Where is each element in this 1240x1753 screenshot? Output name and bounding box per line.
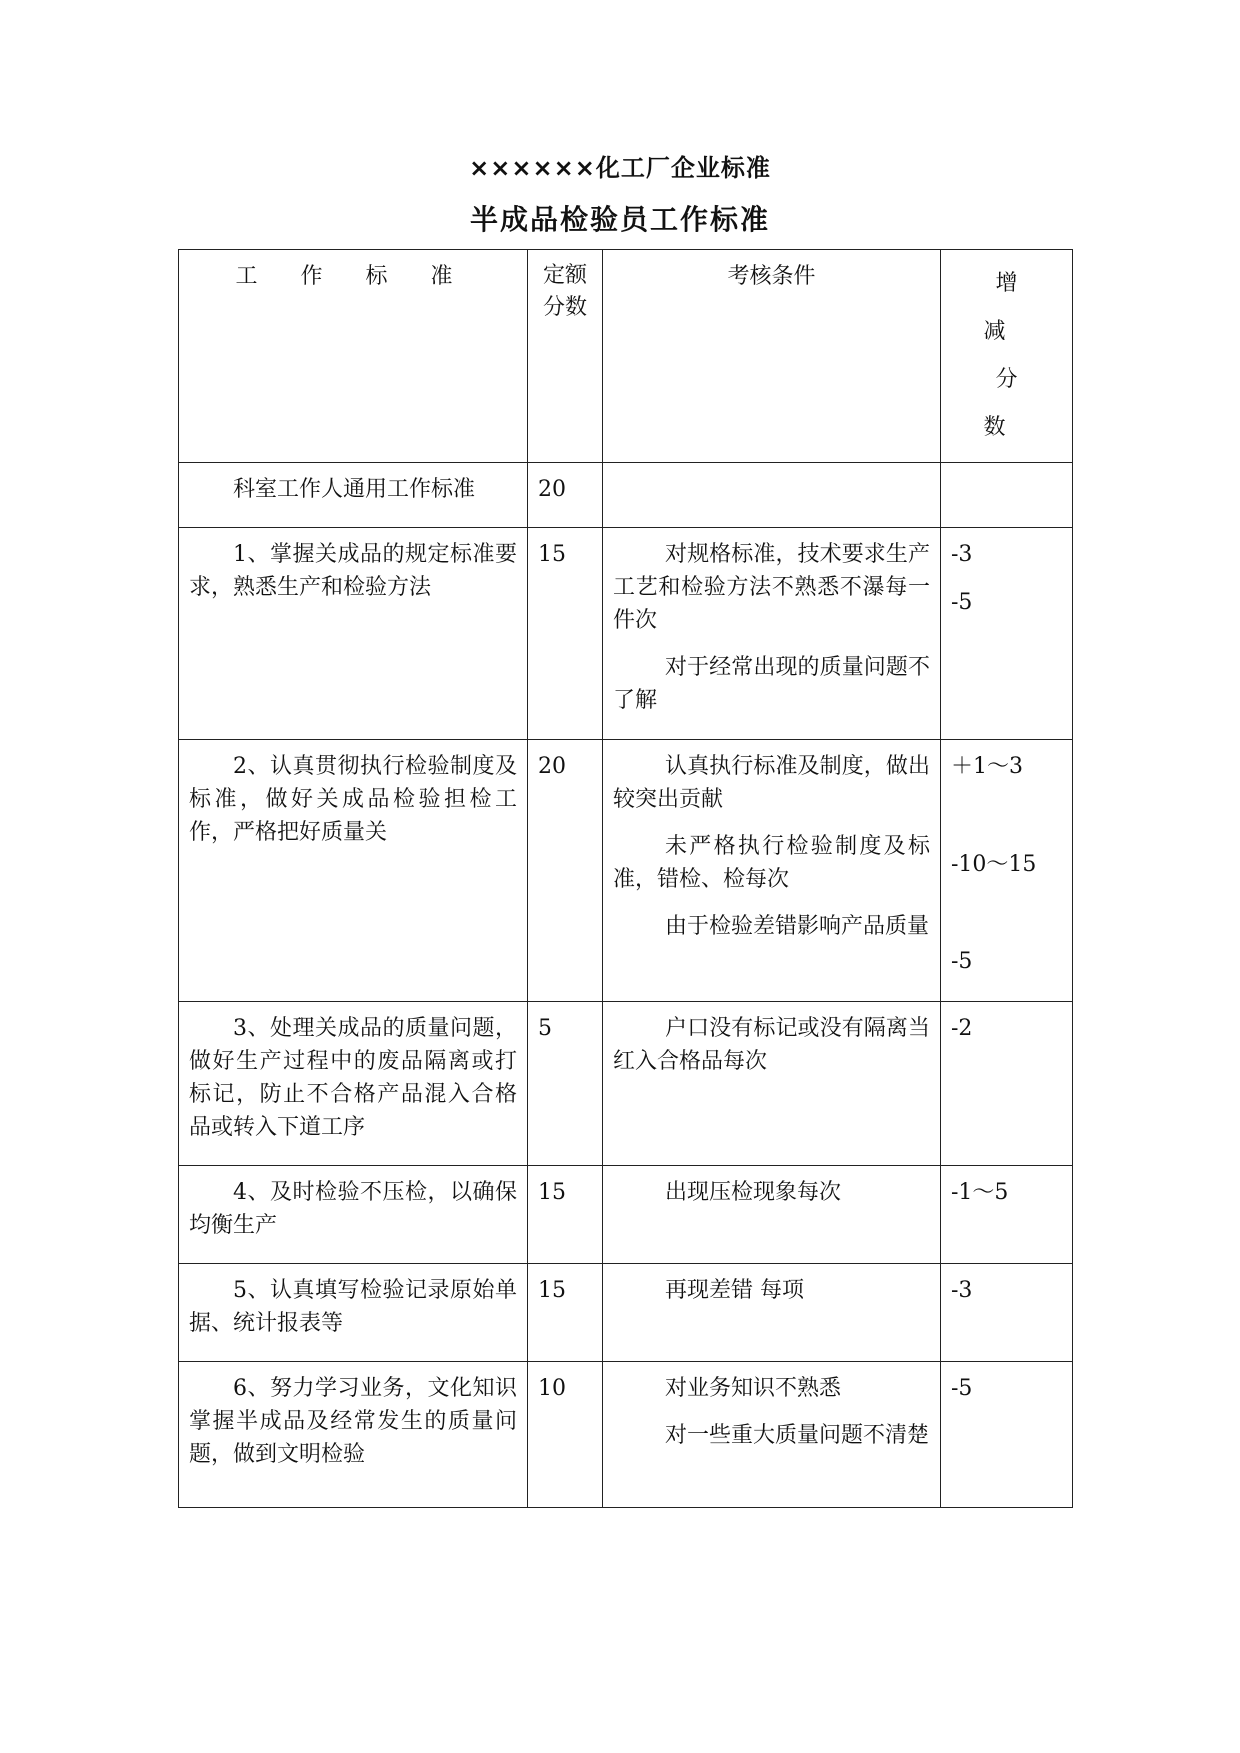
condition-item: 对业务知识不熟悉 bbox=[665, 1376, 842, 1401]
quota-cell: 15 bbox=[528, 1166, 603, 1264]
company-standard-heading: ××××××化工厂企业标准 bbox=[469, 154, 771, 182]
table-row bbox=[179, 1166, 1073, 1264]
quota-cell: 20 bbox=[528, 463, 603, 528]
table-row bbox=[179, 1002, 1073, 1166]
condition-item: 认真执行标准及制度，做出较突出贡献 bbox=[613, 754, 930, 812]
adjust-cell bbox=[941, 528, 1073, 740]
table-row bbox=[179, 740, 1073, 1002]
adjust-value: -5 bbox=[951, 590, 973, 615]
adjust-cell: -2 bbox=[941, 1002, 1073, 1166]
header-assessment-condition: 考核条件 bbox=[603, 250, 941, 463]
condition-cell bbox=[603, 528, 941, 740]
quota-cell: 5 bbox=[528, 1002, 603, 1166]
document-title: 半成品检验员工作标准 bbox=[469, 203, 770, 236]
condition-item: 由于检验差错影响产品质量 bbox=[665, 914, 930, 939]
adjust-cell: -5 bbox=[941, 1362, 1073, 1508]
standard-cell: 3、处理关成品的质量问题，做好生产过程中的废品隔离或打标记，防止不合格产品混入合格品或转入下道工序 bbox=[179, 1002, 528, 1166]
standard-cell: 1、掌握关成品的规定标准要求，熟悉生产和检验方法 bbox=[179, 528, 528, 740]
condition-item: 出现压检现象每次 bbox=[665, 1180, 842, 1205]
adjust-cell: -1～5 bbox=[941, 1166, 1073, 1264]
quota-cell: 15 bbox=[528, 1264, 603, 1362]
condition-cell bbox=[603, 1166, 941, 1264]
condition-item: 对一些重大质量问题不清楚 bbox=[665, 1423, 930, 1448]
condition-item: 户口没有标记或没有隔离当红入合格品每次 bbox=[613, 1016, 930, 1074]
condition-cell bbox=[603, 740, 941, 1002]
adjust-value: -5 bbox=[951, 949, 973, 974]
quota-cell: 15 bbox=[528, 528, 603, 740]
table-row bbox=[179, 1264, 1073, 1362]
table-row bbox=[179, 528, 1073, 740]
standard-cell: 6、努力学习业务，文化知识掌握半成品及经常发生的质量问题，做到文明检验 bbox=[179, 1362, 528, 1508]
table-header-row bbox=[179, 250, 1073, 463]
condition-item: 未严格执行检验制度及标准，错检、检每次 bbox=[613, 834, 930, 892]
adjust-cell: -3 bbox=[941, 1264, 1073, 1362]
work-standard-table bbox=[178, 249, 1073, 1508]
adjust-value: ＋1～3 bbox=[951, 754, 1023, 779]
header-work-standard: 工 作 标 准 bbox=[179, 250, 528, 463]
quota-cell: 20 bbox=[528, 740, 603, 1002]
quota-cell: 10 bbox=[528, 1362, 603, 1508]
standard-cell: 2、认真贯彻执行检验制度及标准，做好关成品检验担检工作，严格把好质量关 bbox=[179, 740, 528, 1002]
adjust-value: -3 bbox=[951, 542, 973, 567]
condition-cell bbox=[603, 1264, 941, 1362]
table-row bbox=[179, 463, 1073, 528]
condition-item: 再现差错 每项 bbox=[665, 1278, 804, 1303]
header-quota-score: 定额 分数 bbox=[528, 250, 603, 463]
header-adjust-score: 增 减 分 数 bbox=[941, 250, 1073, 463]
condition-cell bbox=[603, 1002, 941, 1166]
condition-cell bbox=[603, 1362, 941, 1508]
condition-item: 对规格标准，技术要求生产工艺和检验方法不熟悉不瀑每一件次 bbox=[613, 542, 930, 633]
standard-cell: 科室工作人通用工作标准 bbox=[179, 463, 528, 528]
table-row bbox=[179, 1362, 1073, 1508]
adjust-cell bbox=[941, 740, 1073, 1002]
standard-cell: 4、及时检验不压检，以确保均衡生产 bbox=[179, 1166, 528, 1264]
adjust-value: -10～15 bbox=[951, 852, 1037, 877]
condition-item: 对于经常出现的质量问题不了解 bbox=[613, 655, 930, 713]
standard-cell: 5、认真填写检验记录原始单据、统计报表等 bbox=[179, 1264, 528, 1362]
condition-cell bbox=[603, 463, 941, 528]
adjust-cell bbox=[941, 463, 1073, 528]
